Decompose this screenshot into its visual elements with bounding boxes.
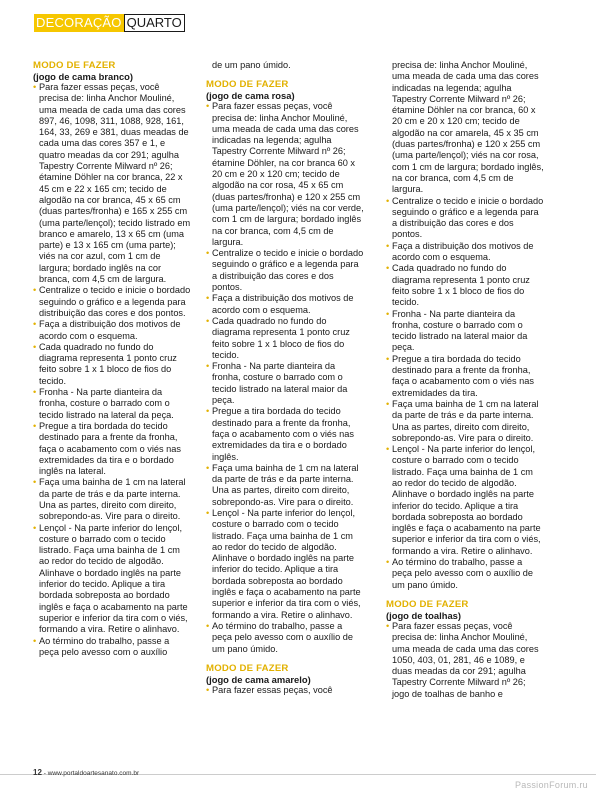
list-item: • Cada quadrado no fundo do diagrama representa 1 ponto cruz feito sobre 1 x 1 bloco de fios do tecido.: [206, 316, 364, 361]
column-1: [33, 60, 191, 658]
header-topic: QUARTO: [124, 14, 185, 32]
list-item: • Centralize o tecido e inicie o bordado seguindo o gráfico e a legenda para a distribuição das cores e dos pontos.: [386, 196, 544, 241]
list-item-continued: precisa de: linha Anchor Mouliné, uma meada de cada uma das cores indicadas na legenda; agulha Tapestry Corrente Milward nº 26; étamine Döhler na cor branca, 60 x 20 cm e 20 x 120 cm; tecido de algodão na cor amarela, 45 x 35 cm (duas partes/fronha) e 120 x 255 cm (uma parte/lençol); viés na cor rosa, com 1 cm de largura; bordado inglês, na cor branca, com 4,5 cm de largura.: [392, 60, 544, 195]
instruction-list: [386, 621, 544, 700]
section-header: [34, 14, 185, 32]
section-subtitle: (jogo de cama branco): [33, 71, 134, 82]
section-title: MODO DE FAZER: [386, 598, 469, 610]
list-item: • Cada quadrado no fundo do diagrama representa 1 ponto cruz feito sobre 1 x 1 bloco de fios do tecido.: [386, 263, 544, 308]
header-section: DECORAÇÃO: [36, 15, 122, 30]
instruction-list: [386, 196, 544, 591]
list-item: • Faça a distribuição dos motivos de acordo com o esquema.: [33, 319, 191, 342]
section-title: MODO DE FAZER: [206, 662, 289, 674]
list-item: • Pregue a tira bordada do tecido destinado para a frente da fronha, faça o acabamento com o viés nas extremidades da tira e o bordado inglês na lateral.: [33, 421, 191, 477]
page-number: 12: [33, 768, 42, 777]
section-subtitle: (jogo de toalhas): [386, 609, 461, 621]
list-item: • Lençol - Na parte inferior do lençol, costure o barrado com o tecido listrado. Faça uma bainha de 1 cm ao redor do tecido de algodão. Alinhave o bordado inglês na parte inferior do tecido. Aplique a tira bordada sobreposta ao bordado inglês e faça o acabamento na parte superior e inferior da tira com o viés, formando a vira. Retire o alinhavo.: [386, 444, 544, 557]
column-2: [206, 60, 364, 696]
column-3: [386, 60, 544, 700]
list-item: • Faça uma bainha de 1 cm na lateral da parte de trás e da parte interna. Una as partes, direito com direito, sobrepondo-as. Vire para o direito.: [33, 477, 191, 522]
list-item: • Ao término do trabalho, passe a peça pelo avesso com o auxílio de um pano úmido.: [386, 557, 544, 591]
list-item: • Faça uma bainha de 1 cm na lateral da parte de trás e da parte interna. Una as partes, direito com direito, sobrepondo-as. Vire para o direito.: [386, 399, 544, 444]
list-item: • Pregue a tira bordada do tecido destinado para a frente da fronha, faça o acabamento com o viés nas extremidades da tira.: [386, 354, 544, 399]
list-item: • Centralize o tecido e inicie o bordado seguindo o gráfico e a legenda para distribuição das cores e dos pontos.: [33, 285, 191, 319]
section-subtitle: (jogo de cama rosa): [206, 90, 295, 102]
list-item: • Para fazer essas peças, você: [206, 685, 364, 696]
instruction-list: [206, 685, 364, 696]
site-link[interactable]: www.portaldoartesanato.com.br: [47, 770, 140, 777]
list-item: • Fronha - Na parte dianteira da fronha, costure o barrado com o tecido listrado na lateral da peça.: [33, 387, 191, 421]
instruction-list: [206, 101, 364, 655]
instruction-list: [33, 82, 191, 658]
list-item: • Cada quadrado no fundo do diagrama representa 1 ponto cruz feito sobre 1 x 1 bloco de fios do tecido.: [33, 342, 191, 387]
list-item: • Ao término do trabalho, passe a peça pelo avesso com o auxílio de um pano úmido.: [206, 621, 364, 655]
section-title: MODO DE FAZER: [33, 60, 116, 71]
list-item: • Faça a distribuição dos motivos de acordo com o esquema.: [206, 293, 364, 316]
list-item: • Para fazer essas peças, você precisa de: linha Anchor Mouliné, uma meada de cada uma das cores 897, 46, 1098, 311, 1088, 928, 161, 164, 33, 269 e 381, duas meadas de cada uma das cores 357 e 1, e quatro meadas da cor 291; agulha Tapestry Corrente Milward nº 26; étamine Döhler na cor branca, 22 x 45 cm e 22 x 165 cm; tecido de algodão na cor branca, 45 x 65 cm (duas partes/fronha) e 165 x 255 cm (uma parte/lençol); tecido listrado em branco e amarelo, 13 x 65 cm (uma parte) e 13 x 165 cm (uma parte); viés na cor azul, com 1 cm de largura; bordado inglês na cor branca, com 4,5 cm de largura.: [33, 82, 191, 285]
list-item: • Faça uma bainha de 1 cm na lateral da parte de trás e da parte interna. Una as partes, direito com direito, sobrepondo-as. Vire para o direito.: [206, 463, 364, 508]
list-item: • Fronha - Na parte dianteira da fronha, costure o barrado com o tecido listrado na lateral maior da peça.: [206, 361, 364, 406]
list-item: • Pregue a tira bordada do tecido destinado para a frente da fronha, faça o acabamento com o viés nas extremidades da tira e o bordado inglês.: [206, 406, 364, 462]
list-item: • Centralize o tecido e inicie o bordado seguindo o gráfico e a legenda para a distribuição das cores e dos pontos.: [206, 248, 364, 293]
list-item: • Fronha - Na parte dianteira da fronha, costure o barrado com o tecido listrado na lateral maior da peça.: [386, 309, 544, 354]
watermark: PassionForum.ru: [514, 780, 588, 790]
list-item: • Para fazer essas peças, você precisa de: linha Anchor Mouliné, uma meada de cada uma das cores indicadas na legenda; agulha Tapestry Corrente Milward nº 26; étamine Döhler, na cor branca 60 x 20 cm e 20 x 120 cm; tecido de algodão na cor rosa, 45 x 65 cm (duas partes/fronha) e 120 x 255 cm (uma parte/lençol); viés na cor verde, com 1 cm de largura; bordado inglês na cor branca, com 4,5 cm de largura.: [206, 101, 364, 248]
list-item: • Ao término do trabalho, passe a peça pelo avesso com o auxílio: [33, 636, 191, 659]
section-title: MODO DE FAZER: [206, 79, 289, 91]
section-subtitle: (jogo de cama amarelo): [206, 673, 311, 685]
list-item: • Faça a distribuição dos motivos de acordo com o esquema.: [386, 241, 544, 264]
list-item: • Para fazer essas peças, você precisa de: linha Anchor Mouliné, uma meada de cada uma das cores 1050, 403, 01, 281, 46 e 1089, e duas meadas da cor 291; agulha Tapestry Corrente Milward nº 26; jogo de toalhas de banho e: [386, 621, 544, 700]
page-footer: 12 - www.portaldoartesanato.com.br: [33, 768, 140, 777]
list-item: • Lençol - Na parte inferior do lençol, costure o barrado com o tecido listrado. Faça uma bainha de 1 cm ao redor do tecido de algodão. Alinhave o bordado inglês na parte inferior do tecido. Aplique a tira bordada sobreposta ao bordado inglês e faça o acabamento na parte superior e inferior da tira com o viés, formando a vira. Retire o alinhavo.: [33, 523, 191, 636]
list-item: • Lençol - Na parte inferior do lençol, costure o barrado com o tecido listrado. Faça uma bainha de 1 cm ao redor do tecido de algodão. Alinhave o bordado inglês na parte inferior do tecido. Aplique a tira bordada sobreposta ao bordado inglês e faça o acabamento na parte superior e inferior da tira com o viés, formando a vira. Retire o alinhavo.: [206, 508, 364, 621]
list-item-continued: de um pano úmido.: [212, 60, 291, 70]
